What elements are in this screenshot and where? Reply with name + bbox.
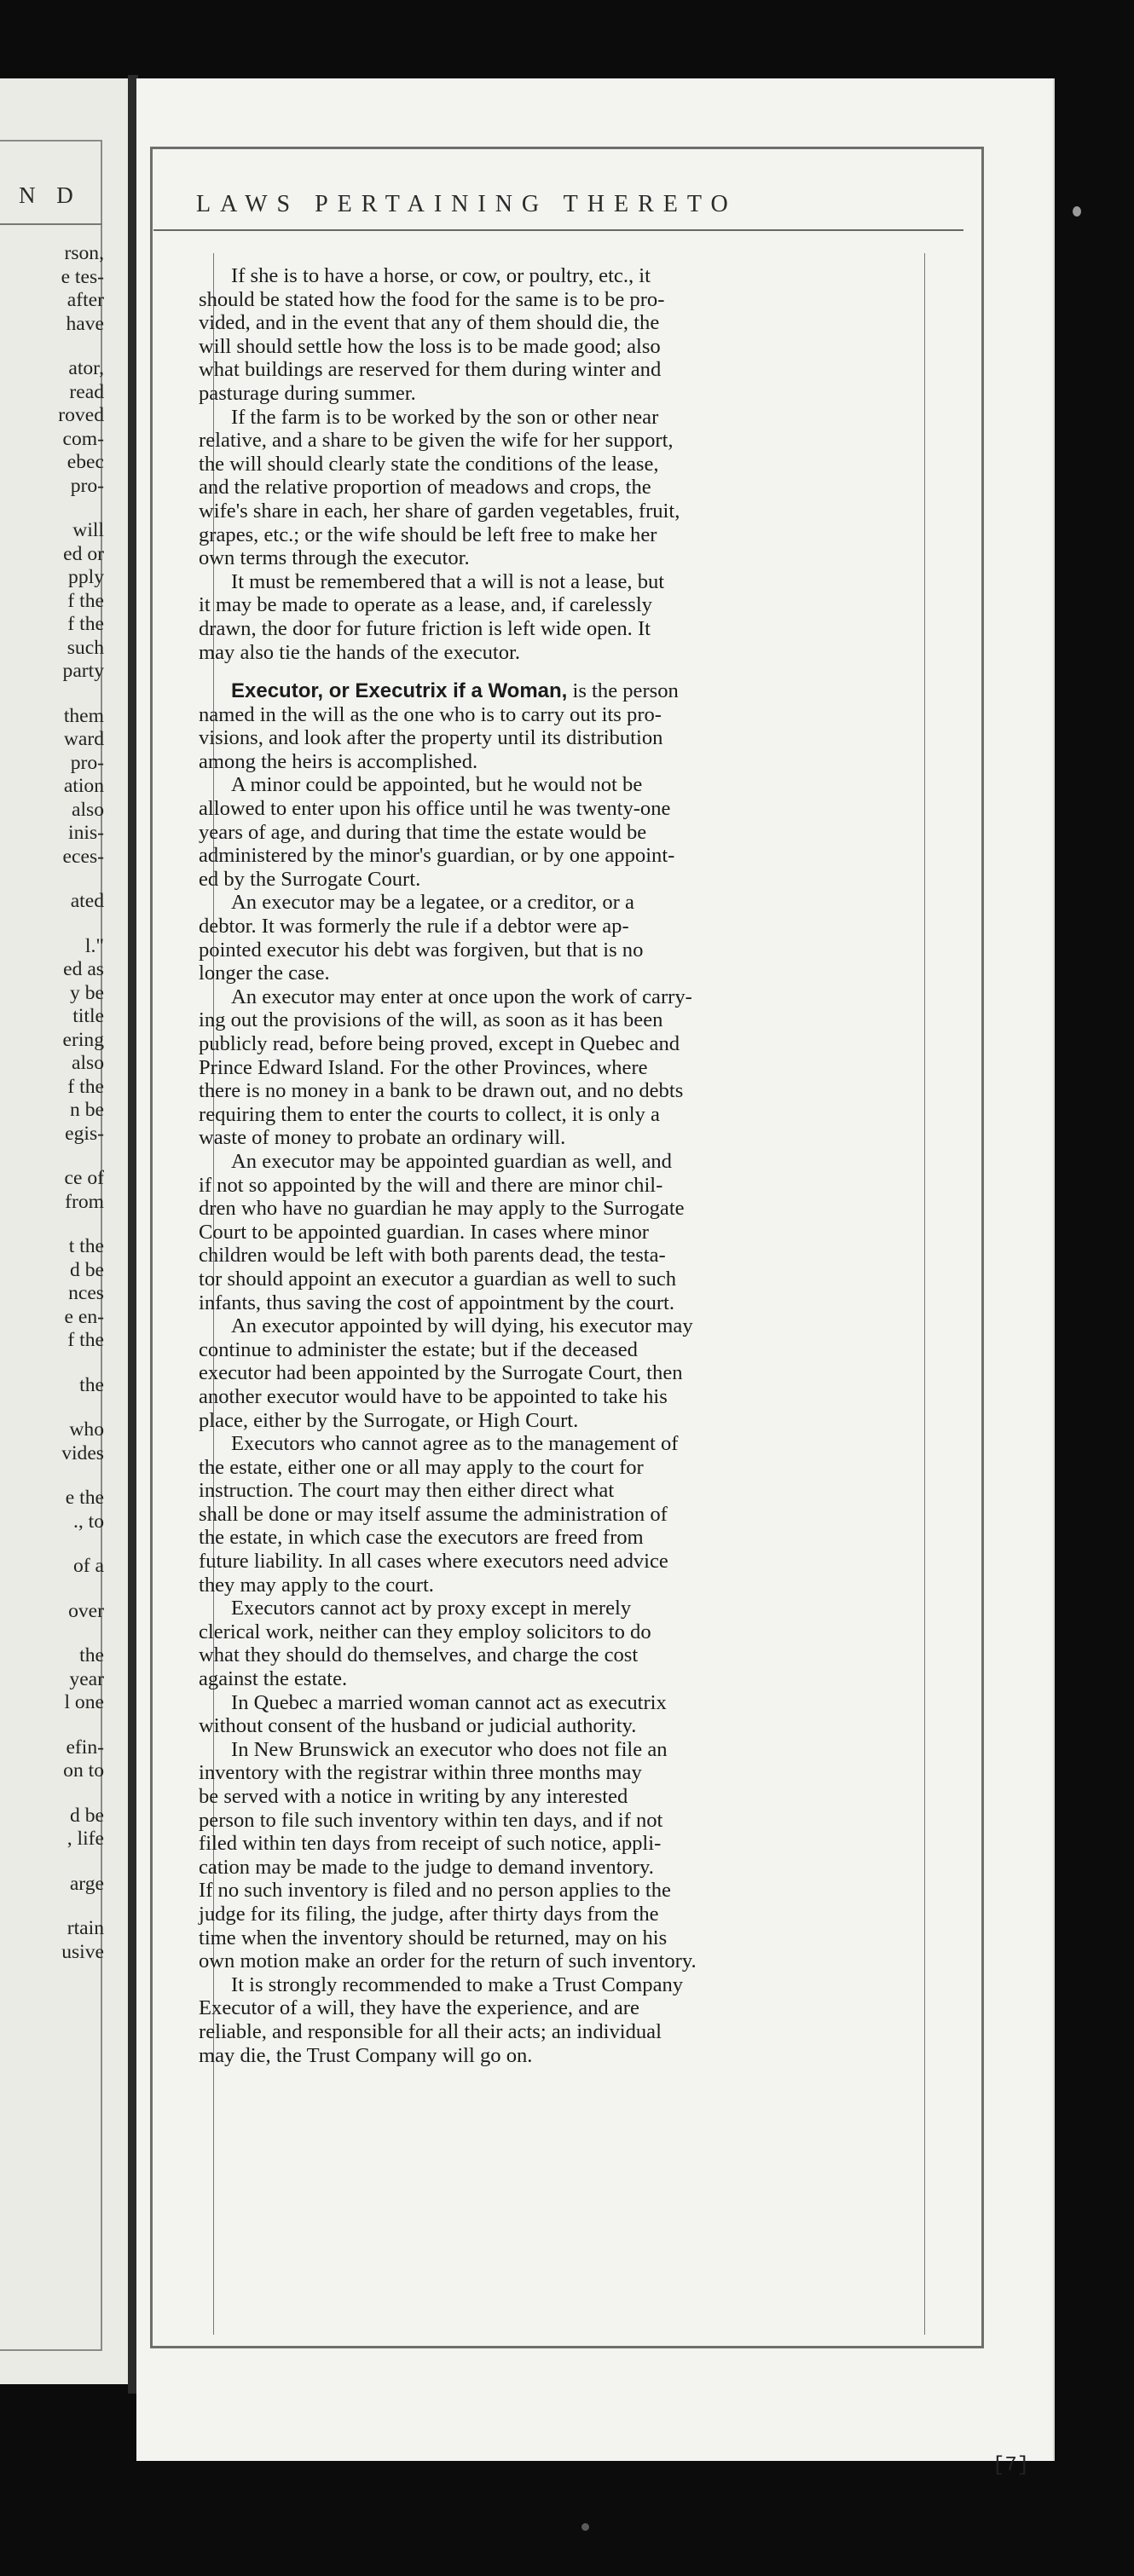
text-line: It must be remembered that a will is not a lease, but xyxy=(231,569,665,593)
text-line: reliable, and responsible for all their acts; an individual xyxy=(199,2019,662,2043)
text-line xyxy=(199,679,923,703)
left-page-line: after xyxy=(67,289,104,311)
text-line: may die, the Trust Company will go on. xyxy=(199,2043,533,2067)
text-line: named in the will as the one who is to carry out its pro- xyxy=(199,702,662,726)
text-line: shall be done or may itself assume the administration of xyxy=(199,1502,668,1526)
text-line: If no such inventory is filed and no person applies to the xyxy=(199,1879,671,1903)
text-line: continue to administer the estate; but if the deceased xyxy=(199,1337,638,1361)
left-page-line: usive xyxy=(61,1940,104,1963)
left-page-line xyxy=(7,498,104,519)
right-page-header: LAWS PERTAINING THERETO xyxy=(196,191,738,217)
left-page-line: f the xyxy=(67,589,104,612)
left-page-line xyxy=(7,1397,104,1418)
left-page-line: ated xyxy=(70,890,104,912)
left-page-line: n be xyxy=(70,1099,104,1121)
left-page-line: roved xyxy=(58,404,104,426)
text-line: If the farm is to be worked by the son or other near xyxy=(231,405,659,429)
text-line: cation may be made to the judge to demand inventory. xyxy=(199,1855,654,1879)
text-line: inventory with the registrar within three months may xyxy=(199,1761,642,1785)
left-page-line: com- xyxy=(62,427,104,450)
text-line: it may be made to operate as a lease, and, if carelessly xyxy=(199,593,652,617)
left-page-line xyxy=(7,1214,104,1235)
left-page-line: over xyxy=(68,1599,104,1622)
text-line: there is no money in a bank to be drawn out, and no debts xyxy=(199,1079,684,1103)
left-page-line: l one xyxy=(64,1691,104,1713)
text-line: visions, and look after the property until its distribution xyxy=(199,726,663,750)
left-page-line: will xyxy=(72,519,104,541)
text-frame-right-rule xyxy=(924,253,925,2335)
text-line: A minor could be appointed, but he would not be xyxy=(231,773,643,797)
text-line: grapes, etc.; or the wife should be left free to make her xyxy=(199,523,657,546)
left-page-line: y be xyxy=(70,981,104,1004)
left-page-line: party xyxy=(62,660,104,682)
text-line: years of age, and during that time the estate would be xyxy=(199,820,647,844)
left-page-line: ering xyxy=(62,1028,104,1051)
left-page-line: also xyxy=(71,1052,104,1074)
text-line: they may apply to the court. xyxy=(199,1573,434,1597)
left-page-line: title xyxy=(72,1005,104,1027)
text-line: clerical work, neither can they employ solicitors to do xyxy=(199,1620,651,1643)
left-page-line: have xyxy=(66,312,104,335)
text-line: ing out the provisions of the will, as soon as it has been xyxy=(199,1008,663,1032)
text-line: be served with a notice in writing by any interested xyxy=(199,1785,628,1808)
right-header-rule xyxy=(153,229,963,231)
text-line: Executor of a will, they have the experience, and are xyxy=(199,1996,639,2020)
left-page-text xyxy=(7,242,104,1964)
left-page-line: f the xyxy=(67,1329,104,1351)
left-page-line: f the xyxy=(67,613,104,635)
left-page-line: t the xyxy=(68,1235,104,1257)
text-line: should be stated how the food for the same is to be pro- xyxy=(199,287,665,311)
left-header-rule xyxy=(0,223,102,225)
text-line: In New Brunswick an executor who does not file an xyxy=(231,1737,668,1761)
left-page-line: egis- xyxy=(65,1122,104,1145)
text-line: own terms through the executor. xyxy=(199,546,470,570)
left-page-line: rtain xyxy=(67,1917,104,1939)
text-line: ed by the Surrogate Court. xyxy=(199,867,421,891)
left-page-line xyxy=(7,1623,104,1644)
left-page-line xyxy=(7,1465,104,1487)
text-line: person to file such inventory within ten days, and if not xyxy=(199,1808,663,1832)
text-line: Prince Edward Island. For the other Provinces, where xyxy=(199,1055,648,1079)
page-body-text xyxy=(199,264,923,2067)
left-page-line: e tes- xyxy=(61,265,104,288)
text-line: waste of money to probate an ordinary will. xyxy=(199,1126,566,1150)
text-line: the estate, in which case the executors are freed from xyxy=(199,1526,644,1550)
left-page-line: ator, xyxy=(68,357,104,379)
left-page-line: eces- xyxy=(62,845,104,868)
left-page-line: from xyxy=(65,1190,104,1213)
text-line: Executors cannot act by proxy except in merely xyxy=(231,1597,632,1620)
left-page-line: ed or xyxy=(63,542,104,565)
left-page-line xyxy=(7,1783,104,1805)
left-page-line xyxy=(7,336,104,357)
text-line: executor had been appointed by the Surrogate Court, then xyxy=(199,1361,683,1385)
text-line: place, either by the Surrogate, or High Court. xyxy=(199,1408,579,1432)
left-page-line: d be xyxy=(70,1258,104,1281)
left-page-line: , life xyxy=(67,1828,104,1850)
left-page-line xyxy=(7,1533,104,1555)
left-page-line: e the xyxy=(65,1487,104,1509)
left-page-line: arge xyxy=(69,1872,104,1895)
left-page-line: ation xyxy=(63,775,104,797)
text-line: may also tie the hands of the executor. xyxy=(199,640,520,664)
heading-continuation: is the person xyxy=(567,679,679,703)
text-line: dren who have no guardian he may apply to the Surrogate xyxy=(199,1197,685,1221)
left-page-line xyxy=(7,684,104,705)
left-page-line: ., to xyxy=(72,1510,104,1533)
text-line: what buildings are reserved for them during winter and xyxy=(199,358,662,382)
left-page-line: also xyxy=(71,798,104,821)
left-page-line xyxy=(7,1715,104,1736)
left-page-line: l." xyxy=(84,934,104,957)
scan-speck xyxy=(581,2523,589,2531)
text-line: and the relative proportion of meadows and crops, the xyxy=(199,476,651,500)
text-line: administered by the minor's guardian, or by one appoint- xyxy=(199,844,675,868)
left-page-line: nces xyxy=(68,1282,104,1304)
left-page-line xyxy=(7,869,104,890)
text-line: debtor. It was formerly the rule if a debtor were ap- xyxy=(199,915,629,939)
text-line: relative, and a share to be given the wife for her support, xyxy=(199,429,674,453)
left-page-header: N D xyxy=(19,182,81,208)
text-line: judge for its filing, the judge, after thirty days from the xyxy=(199,1902,659,1926)
text-line: In Quebec a married woman cannot act as executrix xyxy=(231,1690,667,1714)
text-line: the will should clearly state the conditions of the lease, xyxy=(199,452,659,476)
text-line: Executors who cannot agree as to the management of xyxy=(231,1432,679,1456)
left-page-line: e en- xyxy=(64,1305,104,1328)
section-heading: Executor, or Executrix if a Woman, xyxy=(231,679,568,703)
left-page-line: d be xyxy=(70,1804,104,1827)
text-line: pasturage during summer. xyxy=(199,381,416,405)
text-line: will should settle how the loss is to be made good; also xyxy=(199,334,661,358)
text-line: future liability. In all cases where executors need advice xyxy=(199,1550,668,1574)
left-page-line xyxy=(7,1353,104,1374)
text-line: against the estate. xyxy=(199,1667,348,1691)
left-page-line xyxy=(7,914,104,935)
left-page-line: efin- xyxy=(66,1736,104,1759)
text-line: what they should do themselves, and charge the cost xyxy=(199,1643,639,1667)
text-line: time when the inventory should be returned, may on his xyxy=(199,1926,668,1949)
text-line: wife's share in each, her share of garden vegetables, fruit, xyxy=(199,499,680,523)
text-line: Court to be appointed guardian. In cases where minor xyxy=(199,1220,649,1244)
left-page-line: pro- xyxy=(70,751,104,774)
left-page-line: pply xyxy=(68,566,104,588)
text-line: infants, thus saving the cost of appointment by the court. xyxy=(199,1291,675,1314)
left-page-line xyxy=(7,1146,104,1167)
left-page-line: ce of xyxy=(64,1167,104,1189)
left-page-line: the xyxy=(79,1644,104,1666)
left-page xyxy=(0,78,128,2384)
text-line: children would be left with both parents dead, the testa- xyxy=(199,1244,666,1268)
left-page-line: on to xyxy=(63,1759,104,1782)
left-page-line: such xyxy=(67,636,104,659)
left-page-line xyxy=(7,1579,104,1600)
left-page-line: the xyxy=(79,1373,104,1396)
left-page-line: vides xyxy=(61,1441,104,1464)
section-gap xyxy=(199,664,923,679)
scan-speck xyxy=(1073,206,1081,217)
text-line: filed within ten days from receipt of such notice, appli- xyxy=(199,1832,662,1856)
left-page-line xyxy=(7,1896,104,1917)
left-page-line: read xyxy=(69,380,104,403)
text-line: vided, and in the event that any of them should die, the xyxy=(199,311,660,335)
text-line: An executor may be appointed guardian as well, and xyxy=(231,1149,672,1173)
text-line: An executor may enter at once upon the work of carry- xyxy=(231,985,692,1008)
left-page-line: year xyxy=(69,1667,104,1690)
text-line: own motion make an order for the return of such inventory. xyxy=(199,1949,697,1973)
text-line: the estate, either one or all may apply to the court for xyxy=(199,1455,644,1479)
text-line: longer the case. xyxy=(199,962,330,985)
text-line: An executor may be a legatee, or a creditor, or a xyxy=(231,891,634,915)
left-page-line: pro- xyxy=(70,474,104,497)
text-line: An executor appointed by will dying, his executor may xyxy=(231,1314,693,1338)
text-line: without consent of the husband or judicial authority. xyxy=(199,1714,637,1738)
text-line: instruction. The court may then either direct what xyxy=(199,1479,615,1503)
text-line: drawn, the door for future friction is left wide open. It xyxy=(199,616,651,640)
left-page-line: ward xyxy=(63,728,104,750)
text-line: tor should appoint an executor a guardian as well to such xyxy=(199,1267,677,1291)
text-line: among the heirs is accomplished. xyxy=(199,749,478,773)
right-page xyxy=(136,78,1053,2477)
left-page-line: who xyxy=(69,1418,104,1441)
left-page-line: f the xyxy=(67,1075,104,1098)
text-line: requiring them to enter the courts to collect, it is only a xyxy=(199,1102,660,1126)
text-line: allowed to enter upon his office until he was twenty-one xyxy=(199,797,671,821)
left-page-line: ebec xyxy=(67,451,104,473)
left-page-line: them xyxy=(63,704,104,727)
text-line: pointed executor his debt was forgiven, but that is no xyxy=(199,938,644,962)
left-page-line: ed as xyxy=(63,958,104,980)
left-page-line: rson, xyxy=(64,242,104,264)
left-page-line: inis- xyxy=(68,822,104,844)
left-page-line xyxy=(7,1851,104,1873)
text-line: if not so appointed by the will and there are minor chil- xyxy=(199,1173,663,1197)
text-line: It is strongly recommended to make a Trust Company xyxy=(231,1972,684,1996)
text-line: another executor would have to be appointed to take his xyxy=(199,1384,668,1408)
text-line: publicly read, before being proved, except in Quebec and xyxy=(199,1032,680,1055)
left-page-line: of a xyxy=(72,1555,104,1577)
page-number: [7] xyxy=(992,2454,1030,2477)
text-line: If she is to have a horse, or cow, or poultry, etc., it xyxy=(231,264,651,287)
